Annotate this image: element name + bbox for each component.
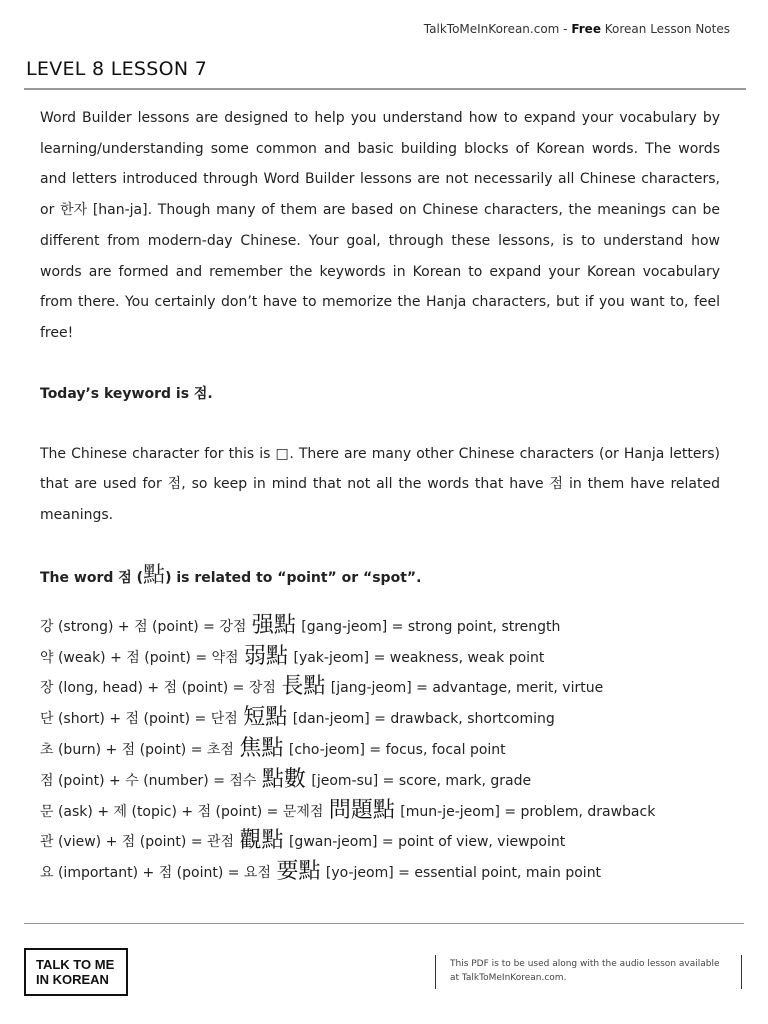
vocab-row <box>40 826 720 857</box>
footer-divider <box>24 923 744 924</box>
vocab-meaning: [gwan-jeom] = point of view, viewpoint <box>284 834 566 851</box>
spacer <box>40 349 720 379</box>
title-divider <box>24 88 746 90</box>
vocab-hanja: 要點 <box>276 859 321 885</box>
footer-note <box>435 955 742 989</box>
intro-paragraph: Word Builder lessons are designed to help you understand how to expand your vocabulary by learning/understanding some common and basic building blocks of Korean words. The words and letters introduced through Word Builder lessons are not necessarily all Chinese characters, or 한자 [han-ja]. Though many of them are based on Chinese characters, the meanings can be different from modern-day Chinese. Your goal, through these lessons, is to understand how words are formed and remember the keywords in Korean to expand your Korean vocabulary from there. You certainly don’t have to memorize the Hanja characters, but if you want to, feel free! <box>40 110 720 341</box>
vocab-formula: 점 (point) + 수 (number) = 점수 <box>40 772 261 789</box>
vocab-formula: 단 (short) + 점 (point) = 단점 <box>40 711 243 728</box>
vocab-hanja: 觀點 <box>239 828 284 854</box>
footer-note-text: This PDF is to be used along with the audio lesson available at TalkToMeInKorean.com. <box>450 959 720 983</box>
related-before: The word 점 ( <box>40 569 144 586</box>
vocab-meaning: [dan-jeom] = drawback, shortcoming <box>288 711 555 728</box>
vocab-row <box>40 857 720 888</box>
logo-line-1: TALK TO ME <box>36 957 115 972</box>
related-heading <box>40 561 720 593</box>
vocab-formula: 문 (ask) + 제 (topic) + 점 (point) = 문제점 <box>40 803 328 820</box>
vocab-row <box>40 703 720 734</box>
vocab-hanja: 短點 <box>243 705 288 731</box>
logo-line-2: IN KOREAN <box>36 972 109 987</box>
vocab-formula: 강 (strong) + 점 (point) = 강점 <box>40 618 251 635</box>
spacer <box>40 409 720 439</box>
vocab-formula: 초 (burn) + 점 (point) = 초점 <box>40 741 239 758</box>
vocab-formula: 관 (view) + 점 (point) = 관점 <box>40 834 239 851</box>
vocab-meaning: [mun-je-jeom] = problem, drawback <box>395 803 656 820</box>
vocab-meaning: [jang-jeom] = advantage, merit, virtue <box>326 680 604 697</box>
vocab-row <box>40 611 720 642</box>
vocab-row <box>40 734 720 765</box>
header-free: Free <box>571 22 601 36</box>
vocab-list <box>40 611 720 888</box>
vocab-meaning: [cho-jeom] = focus, focal point <box>284 741 506 758</box>
header-rest: Korean Lesson Notes <box>600 22 730 36</box>
vocab-hanja: 長點 <box>281 674 326 700</box>
related-hanja: 點 <box>143 562 166 588</box>
vocab-row <box>40 765 720 796</box>
lesson-content <box>40 103 720 888</box>
vocab-hanja: 强點 <box>251 612 296 638</box>
vocab-formula: 장 (long, head) + 점 (point) = 장점 <box>40 680 281 697</box>
header-dash: - <box>559 22 572 36</box>
vocab-row <box>40 796 720 827</box>
vocab-meaning: [jeom-su] = score, mark, grade <box>306 772 532 789</box>
header-site: TalkToMeInKorean.com <box>423 22 560 36</box>
vocab-meaning: [yak-jeom] = weakness, weak point <box>289 649 545 666</box>
hanja-explanation-paragraph: The Chinese character for this is □. There are many other Chinese characters (or Hanja letters) that are used for 점, so keep in mind that not all the words that have 점 in them have related meanings. <box>40 445 720 524</box>
keyword-line: Today’s keyword is 점. <box>40 385 213 402</box>
vocab-formula: 약 (weak) + 점 (point) = 약점 <box>40 649 244 666</box>
page-title: LEVEL 8 LESSON 7 <box>26 58 208 80</box>
header-note <box>424 22 730 36</box>
vocab-row <box>40 642 720 673</box>
vocab-meaning: [yo-jeom] = essential point, main point <box>321 865 602 882</box>
vocab-hanja: 點數 <box>261 766 306 792</box>
vocab-formula: 요 (important) + 점 (point) = 요점 <box>40 865 276 882</box>
vocab-hanja: 問題點 <box>328 797 395 823</box>
vocab-row <box>40 672 720 703</box>
vocab-hanja: 焦點 <box>239 735 284 761</box>
related-after: ) is related to “point” or “spot”. <box>165 569 422 586</box>
vocab-hanja: 弱點 <box>244 643 289 669</box>
ttmik-logo <box>24 948 128 996</box>
vocab-meaning: [gang-jeom] = strong point, strength <box>296 618 561 635</box>
